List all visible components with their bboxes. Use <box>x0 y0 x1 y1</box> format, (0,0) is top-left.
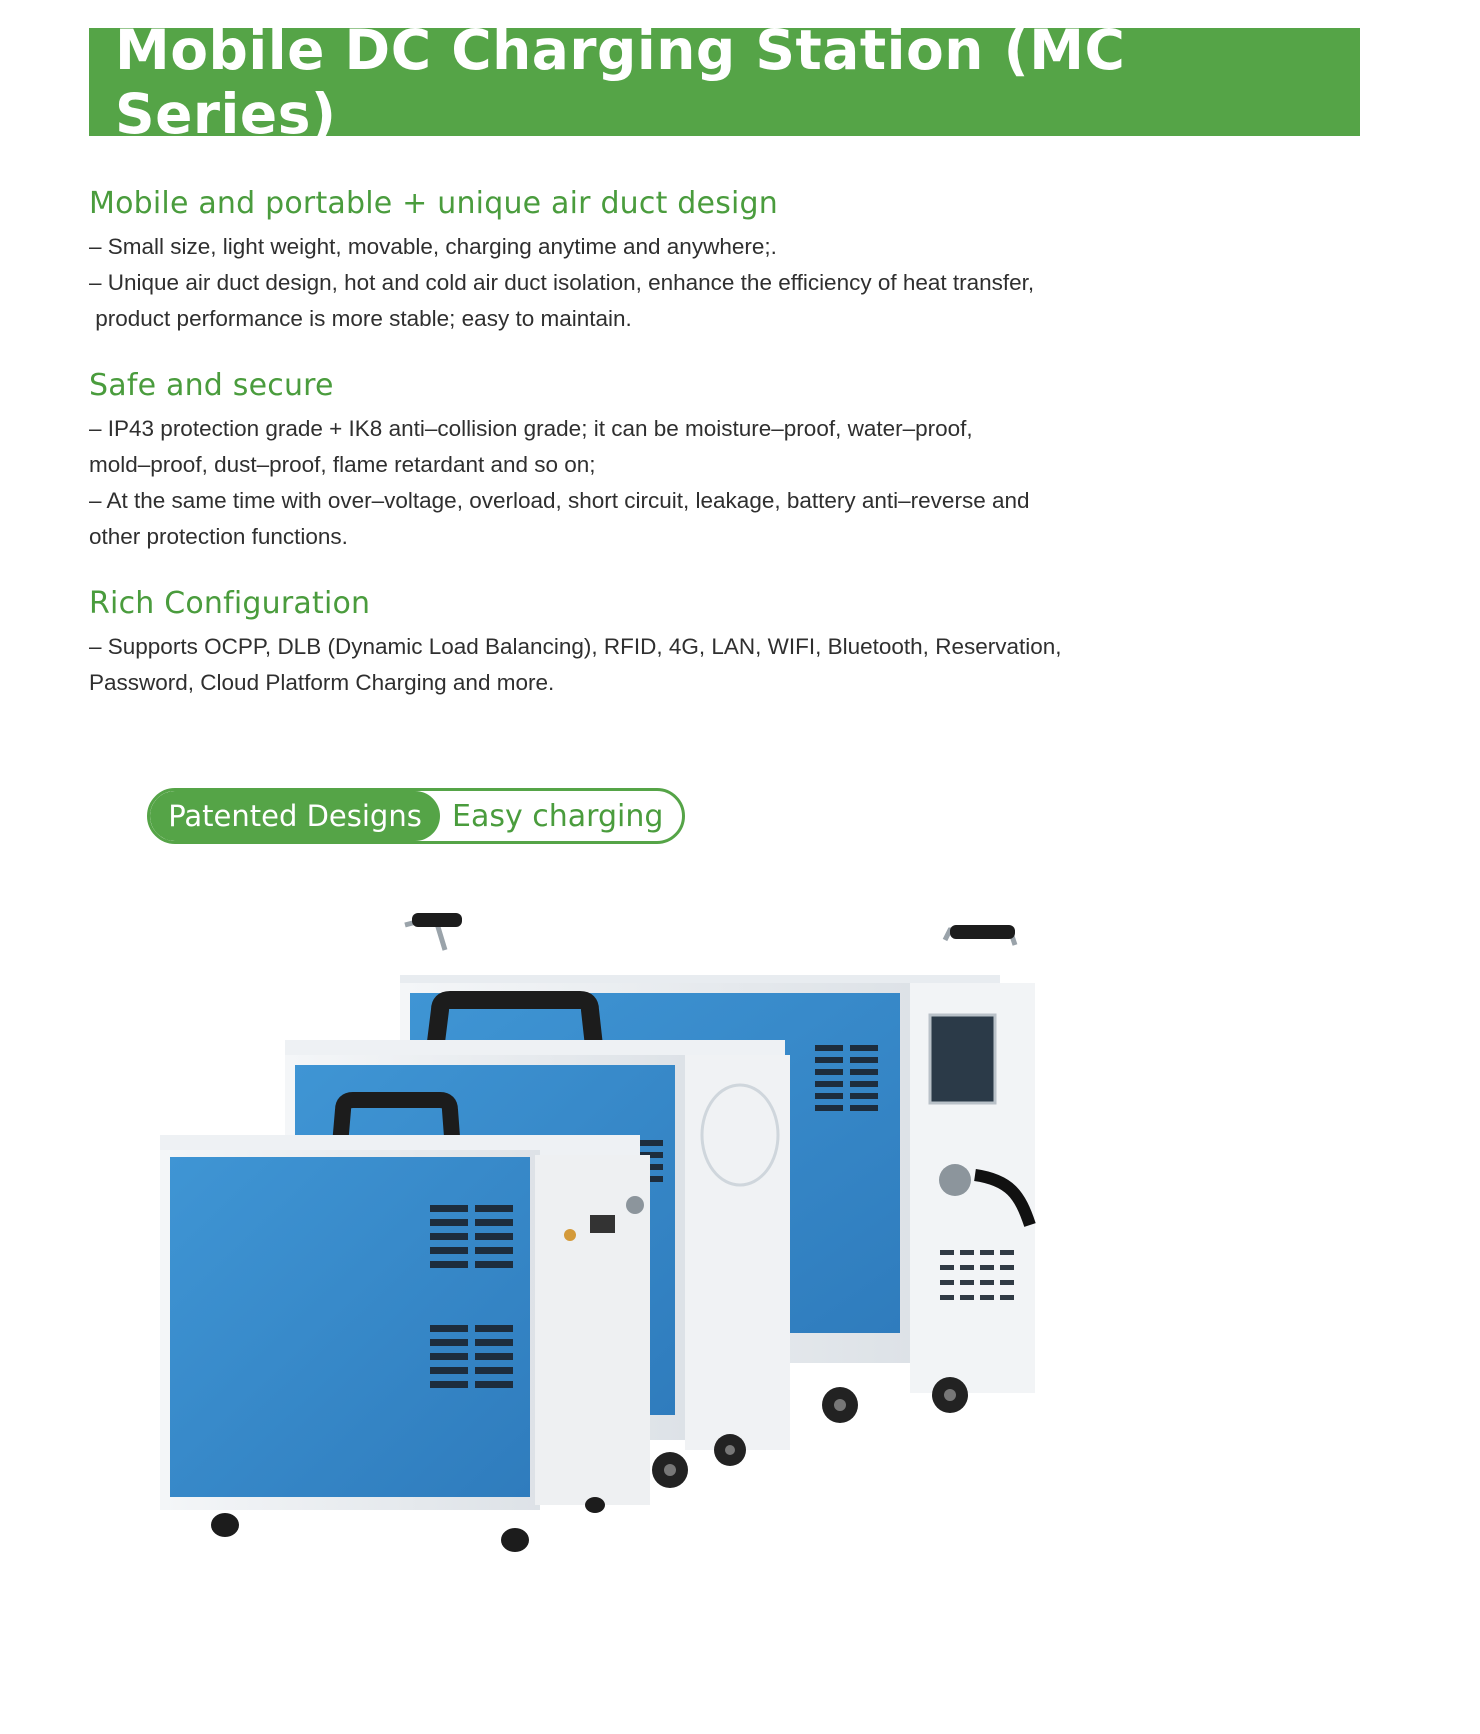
tab-patented-designs[interactable]: Patented Designs <box>150 791 440 841</box>
title-banner <box>89 18 1360 146</box>
body-line: other protection functions. <box>89 524 348 549</box>
section-heading: Mobile and portable + unique air duct design <box>89 186 779 221</box>
section-safe <box>89 368 1209 555</box>
body-line: mold–proof, dust–proof, flame retardant and so on; <box>89 452 596 477</box>
charger-small <box>160 1100 650 1552</box>
section-heading: Rich Configuration <box>89 586 371 621</box>
section-config <box>89 586 1209 701</box>
body-line: – Supports OCPP, DLB (Dynamic Load Balancing), RFID, 4G, LAN, WIFI, Bluetooth, Reservation, <box>89 634 1062 659</box>
page-title: Mobile DC Charging Station (MC Series) <box>115 18 1126 146</box>
body-line: product performance is more stable; easy to maintain. <box>89 306 632 331</box>
section-body <box>89 229 1209 337</box>
body-line: – Small size, light weight, movable, charging anytime and anywhere;. <box>89 234 777 259</box>
section-body <box>89 629 1209 701</box>
section-body <box>89 411 1209 555</box>
body-line: – IP43 protection grade + IK8 anti–collision grade; it can be moisture–proof, water–proof, <box>89 416 973 441</box>
section-portable <box>89 186 1209 337</box>
body-line: – At the same time with over–voltage, overload, short circuit, leakage, battery anti–reverse and <box>89 488 1030 513</box>
section-heading: Safe and secure <box>89 368 334 403</box>
product-image <box>150 905 1090 1625</box>
body-line: Password, Cloud Platform Charging and more. <box>89 670 555 695</box>
tab-easy-charging[interactable]: Easy charging <box>452 798 664 834</box>
body-line: – Unique air duct design, hot and cold air duct isolation, enhance the efficiency of heat transfer, <box>89 270 1035 295</box>
feature-tabs <box>147 788 685 844</box>
